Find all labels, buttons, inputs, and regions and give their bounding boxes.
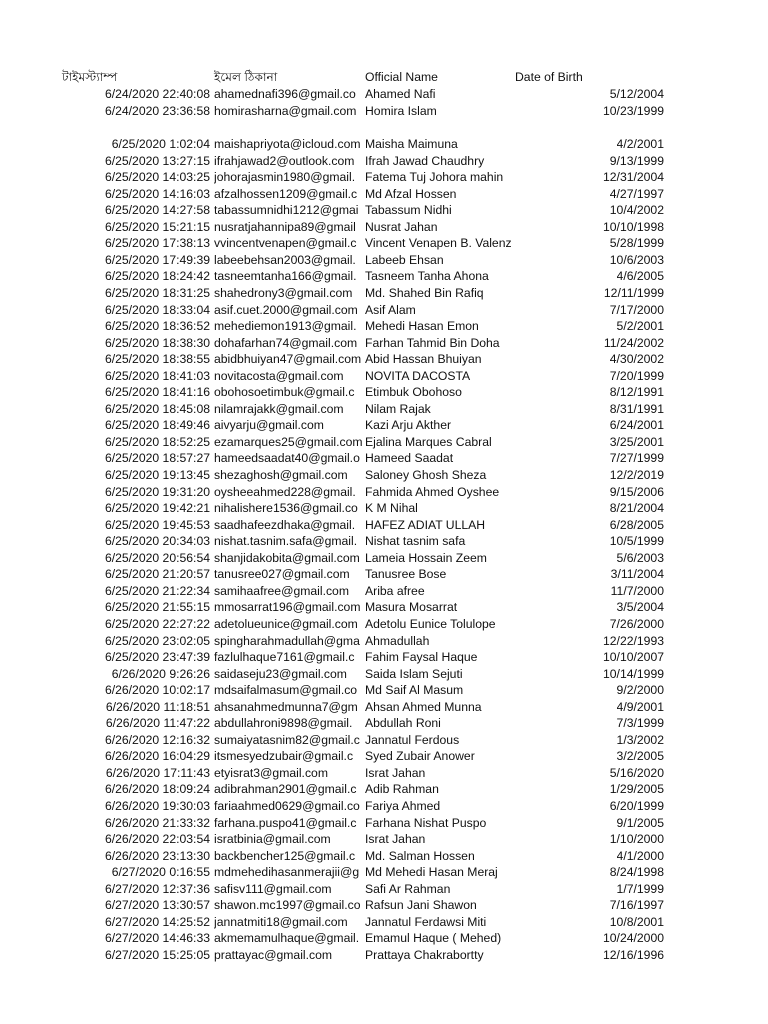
table-row bbox=[0, 136, 768, 153]
timestamp-cell: 6/24/2020 22:40:08 bbox=[104, 87, 210, 101]
name-cell: Adib Rahman bbox=[365, 782, 439, 797]
email-cell: etyisrat3@gmail.com bbox=[214, 765, 328, 780]
email-cell: ahamednafi396@gmail.co bbox=[214, 87, 356, 101]
header-official-name: Official Name bbox=[365, 70, 438, 84]
table-row bbox=[0, 86, 768, 103]
table-row bbox=[0, 947, 768, 964]
dob-cell: 9/13/1999 bbox=[609, 153, 664, 168]
name-cell: Farhana Nishat Puspo bbox=[365, 815, 487, 830]
name-cell: Ejalina Marques Cabral bbox=[365, 434, 492, 449]
email-cell: fazlulhaque7161@gmail.c bbox=[214, 650, 355, 665]
table-row bbox=[0, 153, 768, 170]
name-cell: Lameia Hossain Zeem bbox=[365, 550, 487, 565]
email-cell: backbencher125@gmail.c bbox=[214, 848, 356, 863]
table-row bbox=[0, 434, 768, 451]
timestamp-cell: 6/26/2020 12:16:32 bbox=[104, 732, 210, 747]
timestamp-cell: 6/27/2020 14:25:52 bbox=[104, 914, 210, 929]
name-cell: Ariba afree bbox=[365, 583, 425, 598]
dob-cell: 12/16/1996 bbox=[603, 947, 664, 962]
timestamp-cell: 6/25/2020 18:41:16 bbox=[104, 385, 210, 400]
email-cell: ezamarques25@gmail.com bbox=[214, 434, 363, 449]
name-cell: Maisha Maimuna bbox=[365, 137, 458, 152]
email-cell: hameedsaadat40@gmail.o bbox=[214, 451, 360, 466]
dob-cell: 10/14/1999 bbox=[603, 666, 664, 681]
table-row bbox=[0, 633, 768, 650]
email-cell: safisv111@gmail.com bbox=[214, 881, 332, 896]
email-cell: novitacosta@gmail.com bbox=[214, 368, 344, 383]
table-row bbox=[0, 798, 768, 815]
timestamp-cell: 6/25/2020 23:02:05 bbox=[104, 633, 210, 648]
timestamp-cell: 6/27/2020 13:30:57 bbox=[104, 898, 210, 913]
table-row bbox=[0, 285, 768, 302]
name-cell: Nishat tasnim safa bbox=[365, 534, 466, 549]
email-cell: abidbhuiyan47@gmail.com bbox=[214, 352, 362, 367]
email-cell: adetolueunice@gmail.com bbox=[214, 616, 358, 631]
timestamp-cell: 6/25/2020 21:20:57 bbox=[104, 567, 210, 582]
name-cell: Abdullah Roni bbox=[365, 716, 441, 731]
dob-cell: 6/24/2001 bbox=[609, 418, 664, 433]
table-row bbox=[0, 566, 768, 583]
email-cell: aivyarju@gmail.com bbox=[214, 418, 324, 433]
timestamp-cell: 6/25/2020 18:38:30 bbox=[104, 335, 210, 350]
name-cell: HAFEZ ADIAT ULLAH bbox=[365, 517, 486, 532]
dob-cell: 12/11/1999 bbox=[603, 286, 664, 301]
email-cell: jannatmiti18@gmail.com bbox=[214, 914, 348, 929]
dob-cell: 1/3/2002 bbox=[616, 732, 664, 747]
table-row bbox=[0, 467, 768, 484]
dob-cell: 12/31/2004 bbox=[603, 170, 664, 185]
name-cell: Ahamed Nafi bbox=[365, 87, 436, 101]
timestamp-cell: 6/25/2020 18:38:55 bbox=[104, 352, 210, 367]
name-cell: Etimbuk Obohoso bbox=[365, 385, 462, 400]
email-cell: maishapriyota@icloud.com bbox=[214, 137, 361, 152]
email-cell: mmosarrat196@gmail.com bbox=[214, 600, 361, 615]
name-cell: Ahsan Ahmed Munna bbox=[365, 699, 482, 714]
name-cell: Israt Jahan bbox=[365, 832, 426, 847]
dob-cell: 10/24/2000 bbox=[603, 931, 664, 946]
table-row bbox=[0, 765, 768, 782]
timestamp-cell: 6/24/2020 23:36:58 bbox=[104, 103, 210, 118]
timestamp-cell: 6/25/2020 20:34:03 bbox=[104, 534, 210, 549]
email-cell: obohosoetimbuk@gmail.c bbox=[214, 385, 355, 400]
timestamp-cell: 6/25/2020 18:36:52 bbox=[104, 319, 210, 334]
timestamp-cell: 6/26/2020 16:04:29 bbox=[104, 749, 210, 764]
table-row bbox=[0, 318, 768, 335]
email-cell: oysheeahmed228@gmail. bbox=[214, 484, 356, 499]
timestamp-cell: 6/25/2020 18:52:25 bbox=[104, 434, 210, 449]
timestamp-cell: 6/25/2020 19:45:53 bbox=[104, 517, 210, 532]
email-cell: homirasharna@gmail.com bbox=[214, 103, 357, 118]
timestamp-cell: 6/26/2020 11:47:22 bbox=[105, 716, 210, 731]
timestamp-cell: 6/27/2020 14:46:33 bbox=[104, 931, 210, 946]
timestamp-cell: 6/26/2020 18:09:24 bbox=[104, 782, 210, 797]
timestamp-cell: 6/27/2020 15:25:05 bbox=[104, 947, 210, 962]
timestamp-cell: 6/25/2020 19:42:21 bbox=[104, 501, 210, 516]
table-row bbox=[0, 302, 768, 319]
email-cell: tasneemtanha166@gmail. bbox=[214, 269, 357, 284]
data-rows bbox=[0, 86, 768, 963]
timestamp-cell: 6/25/2020 21:22:34 bbox=[104, 583, 210, 598]
dob-cell: 6/20/1999 bbox=[609, 798, 664, 813]
table-row bbox=[0, 748, 768, 765]
dob-cell: 5/2/2001 bbox=[616, 319, 664, 334]
table-row bbox=[0, 699, 768, 716]
table-row bbox=[0, 235, 768, 252]
email-cell: abdullahroni9898@gmail. bbox=[214, 716, 353, 731]
dob-cell: 11/7/2000 bbox=[610, 583, 664, 598]
name-cell: Jannatul Ferdawsi Miti bbox=[365, 914, 487, 929]
timestamp-cell: 6/26/2020 22:03:54 bbox=[104, 832, 210, 847]
dob-cell: 4/1/2000 bbox=[616, 848, 664, 863]
email-cell: samihaafree@gmail.com bbox=[214, 583, 349, 598]
email-cell: saadhafeezdhaka@gmail. bbox=[214, 517, 356, 532]
dob-cell: 10/6/2003 bbox=[609, 252, 664, 267]
dob-cell: 8/31/1991 bbox=[609, 401, 664, 416]
table-row bbox=[0, 252, 768, 269]
dob-cell: 12/22/1993 bbox=[603, 633, 664, 648]
email-cell: mehediemon1913@gmail. bbox=[214, 319, 357, 334]
table-row bbox=[0, 732, 768, 749]
email-cell: afzalhossen1209@gmail.c bbox=[214, 186, 358, 201]
timestamp-cell: 6/25/2020 18:45:08 bbox=[104, 401, 210, 416]
dob-cell: 12/2/2019 bbox=[609, 468, 664, 483]
dob-cell: 1/10/2000 bbox=[609, 832, 664, 847]
name-cell: Fatema Tuj Johora mahin bbox=[365, 170, 504, 185]
timestamp-cell: 6/26/2020 9:26:26 bbox=[111, 666, 210, 681]
dob-cell: 9/1/2005 bbox=[616, 815, 664, 830]
timestamp-cell: 6/26/2020 21:33:32 bbox=[104, 815, 210, 830]
email-cell: nishat.tasnim.safa@gmail. bbox=[214, 534, 358, 549]
email-cell: ifrahjawad2@outlook.com bbox=[214, 153, 355, 168]
dob-cell: 9/15/2006 bbox=[609, 484, 664, 499]
name-cell: Nusrat Jahan bbox=[365, 219, 438, 234]
name-cell: Fahmida Ahmed Oyshee bbox=[365, 484, 500, 499]
dob-cell: 1/7/1999 bbox=[616, 881, 664, 896]
dob-cell: 11/24/2002 bbox=[603, 335, 664, 350]
timestamp-cell: 6/25/2020 14:16:03 bbox=[104, 186, 210, 201]
dob-cell: 7/17/2000 bbox=[609, 302, 664, 317]
timestamp-cell: 6/26/2020 17:11:43 bbox=[105, 765, 210, 780]
timestamp-cell: 6/25/2020 17:38:13 bbox=[104, 236, 210, 251]
table-row bbox=[0, 831, 768, 848]
email-cell: nusratjahannipa89@gmail bbox=[214, 219, 356, 234]
timestamp-cell: 6/25/2020 18:33:04 bbox=[104, 302, 210, 317]
timestamp-cell: 6/25/2020 18:24:42 bbox=[104, 269, 210, 284]
timestamp-cell: 6/26/2020 11:18:51 bbox=[105, 699, 210, 714]
email-cell: labeebehsan2003@gmail. bbox=[214, 252, 356, 267]
table-row bbox=[0, 500, 768, 517]
table-row bbox=[0, 450, 768, 467]
name-cell: NOVITA DACOSTA bbox=[365, 368, 471, 383]
name-cell: Prattaya Chakrabortty bbox=[365, 947, 484, 962]
table-row bbox=[0, 914, 768, 931]
dob-cell: 7/16/1997 bbox=[609, 898, 664, 913]
email-cell: akmemamulhaque@gmail. bbox=[214, 931, 360, 946]
table-row bbox=[0, 186, 768, 203]
name-cell: Vincent Venapen B. Valenz bbox=[365, 236, 512, 251]
timestamp-cell: 6/25/2020 18:49:46 bbox=[104, 418, 210, 433]
table-row bbox=[0, 815, 768, 832]
dob-cell: 7/3/1999 bbox=[616, 716, 664, 731]
timestamp-cell: 6/25/2020 18:57:27 bbox=[104, 451, 210, 466]
dob-cell: 10/4/2002 bbox=[609, 203, 664, 218]
email-cell: ahsanahmedmunna7@gm bbox=[214, 699, 358, 714]
dob-cell: 3/11/2004 bbox=[610, 567, 664, 582]
name-cell: Jannatul Ferdous bbox=[365, 732, 460, 747]
table-row bbox=[0, 583, 768, 600]
name-cell: Abid Hassan Bhuiyan bbox=[365, 352, 482, 367]
name-cell: Israt Jahan bbox=[365, 765, 426, 780]
name-cell: Md Saif Al Masum bbox=[365, 683, 464, 698]
email-cell: farhana.puspo41@gmail.c bbox=[214, 815, 357, 830]
table-row bbox=[0, 930, 768, 947]
table-row bbox=[0, 384, 768, 401]
name-cell: Md. Shahed Bin Rafiq bbox=[365, 286, 484, 301]
timestamp-cell: 6/26/2020 10:02:17 bbox=[104, 683, 210, 698]
timestamp-cell: 6/25/2020 18:31:25 bbox=[104, 286, 210, 301]
table-row bbox=[0, 517, 768, 534]
table-row bbox=[0, 649, 768, 666]
table-row bbox=[0, 599, 768, 616]
dob-cell: 1/29/2005 bbox=[609, 782, 664, 797]
table-row bbox=[0, 666, 768, 683]
email-cell: shawon.mc1997@gmail.co bbox=[214, 898, 361, 913]
email-cell: prattayac@gmail.com bbox=[214, 947, 333, 962]
email-cell: tabassumnidhi1212@gmai bbox=[214, 203, 359, 218]
name-cell: Fahim Faysal Haque bbox=[365, 650, 478, 665]
email-cell: vvincentvenapen@gmail.c bbox=[214, 236, 357, 251]
dob-cell: 3/25/2001 bbox=[609, 434, 664, 449]
name-cell: Tanusree Bose bbox=[365, 567, 447, 582]
name-cell: Ifrah Jawad Chaudhry bbox=[365, 153, 485, 168]
table-row bbox=[0, 351, 768, 368]
table-row bbox=[0, 550, 768, 567]
name-cell: Saloney Ghosh Sheza bbox=[365, 468, 487, 483]
email-cell: nilamrajakk@gmail.com bbox=[214, 401, 344, 416]
name-cell: Rafsun Jani Shawon bbox=[365, 898, 477, 913]
dob-cell: 9/2/2000 bbox=[616, 683, 664, 698]
timestamp-cell: 6/25/2020 14:27:58 bbox=[104, 203, 210, 218]
email-cell: shanjidakobita@gmail.com bbox=[214, 550, 360, 565]
dob-cell: 4/6/2005 bbox=[616, 269, 664, 284]
timestamp-cell: 6/25/2020 20:56:54 bbox=[104, 550, 210, 565]
timestamp-cell: 6/25/2020 1:02:04 bbox=[111, 137, 210, 152]
dob-cell: 7/20/1999 bbox=[609, 368, 664, 383]
header-date-of-birth: Date of Birth bbox=[515, 70, 583, 84]
header-row bbox=[0, 69, 768, 85]
timestamp-cell: 6/27/2020 0:16:55 bbox=[111, 865, 210, 880]
email-cell: itsmesyedzubair@gmail.c bbox=[214, 749, 354, 764]
table-row bbox=[0, 268, 768, 285]
table-row bbox=[0, 715, 768, 732]
dob-cell: 5/16/2020 bbox=[609, 765, 664, 780]
name-cell: Hameed Saadat bbox=[365, 451, 454, 466]
name-cell: Safi Ar Rahman bbox=[365, 881, 451, 896]
timestamp-cell: 6/26/2020 19:30:03 bbox=[104, 798, 210, 813]
table-row bbox=[0, 103, 768, 120]
dob-cell: 10/23/1999 bbox=[603, 103, 664, 118]
header-email: ইমেল ঠিকানা bbox=[214, 70, 278, 84]
email-cell: saidaseju23@gmail.com bbox=[214, 666, 347, 681]
dob-cell: 7/26/2000 bbox=[609, 616, 664, 631]
email-cell: shezaghosh@gmail.com bbox=[214, 468, 348, 483]
email-cell: johorajasmin1980@gmail. bbox=[214, 170, 356, 185]
timestamp-cell: 6/26/2020 23:13:30 bbox=[104, 848, 210, 863]
timestamp-cell: 6/27/2020 12:37:36 bbox=[104, 881, 210, 896]
name-cell: Tabassum Nidhi bbox=[365, 203, 452, 218]
name-cell: K M Nihal bbox=[365, 501, 418, 516]
table-row bbox=[0, 533, 768, 550]
table-row bbox=[0, 616, 768, 633]
dob-cell: 10/5/1999 bbox=[609, 534, 664, 549]
timestamp-cell: 6/25/2020 22:27:22 bbox=[104, 616, 210, 631]
dob-cell: 10/8/2001 bbox=[609, 914, 664, 929]
name-cell: Farhan Tahmid Bin Doha bbox=[365, 335, 500, 350]
name-cell: Md Mehedi Hasan Meraj bbox=[365, 865, 498, 880]
name-cell: Asif Alam bbox=[365, 302, 416, 317]
timestamp-cell: 6/25/2020 14:03:25 bbox=[104, 170, 210, 185]
dob-cell: 10/10/1998 bbox=[603, 219, 664, 234]
email-cell: nihalishere1536@gmail.co bbox=[214, 501, 358, 516]
dob-cell: 8/24/1998 bbox=[609, 865, 664, 880]
dob-cell: 4/27/1997 bbox=[609, 186, 664, 201]
dob-cell: 5/28/1999 bbox=[609, 236, 664, 251]
table-row bbox=[0, 417, 768, 434]
name-cell: Saida Islam Sejuti bbox=[365, 666, 463, 681]
dob-cell: 4/30/2002 bbox=[609, 352, 664, 367]
email-cell: mdmehedihasanmerajii@g bbox=[214, 865, 360, 880]
table-row bbox=[0, 484, 768, 501]
dob-cell: 4/9/2001 bbox=[616, 699, 664, 714]
timestamp-cell: 6/25/2020 17:49:39 bbox=[104, 252, 210, 267]
name-cell: Tasneem Tanha Ahona bbox=[365, 269, 489, 284]
name-cell: Syed Zubair Anower bbox=[365, 749, 475, 764]
dob-cell: 3/5/2004 bbox=[616, 600, 664, 615]
timestamp-cell: 6/25/2020 13:27:15 bbox=[104, 153, 210, 168]
table-row bbox=[0, 219, 768, 236]
email-cell: asif.cuet.2000@gmail.com bbox=[214, 302, 358, 317]
timestamp-cell: 6/25/2020 19:13:45 bbox=[104, 468, 210, 483]
name-cell: Labeeb Ehsan bbox=[365, 252, 444, 267]
timestamp-cell: 6/25/2020 18:41:03 bbox=[104, 368, 210, 383]
email-cell: fariaahmed0629@gmail.co bbox=[214, 798, 360, 813]
email-cell: dohafarhan74@gmail.com bbox=[214, 335, 358, 350]
header-timestamp: টাইমস্ট্যাম্প bbox=[62, 70, 118, 84]
name-cell: Adetolu Eunice Tolulope bbox=[365, 616, 496, 631]
timestamp-cell: 6/25/2020 19:31:20 bbox=[104, 484, 210, 499]
table-row bbox=[0, 897, 768, 914]
email-cell: mdsaifalmasum@gmail.co bbox=[214, 683, 358, 698]
dob-cell: 6/28/2005 bbox=[609, 517, 664, 532]
dob-cell: 3/2/2005 bbox=[616, 749, 664, 764]
table-row bbox=[0, 848, 768, 865]
email-cell: isratbinia@gmail.com bbox=[214, 832, 331, 847]
timestamp-cell: 6/25/2020 21:55:15 bbox=[104, 600, 210, 615]
table-row bbox=[0, 401, 768, 418]
table-row bbox=[0, 335, 768, 352]
name-cell: Emamul Haque ( Mehed) bbox=[365, 931, 502, 946]
name-cell: Masura Mosarrat bbox=[365, 600, 458, 615]
name-cell: Md Afzal Hossen bbox=[365, 186, 457, 201]
email-cell: spingharahmadullah@gma bbox=[214, 633, 360, 648]
table-row bbox=[0, 682, 768, 699]
email-cell: tanusree027@gmail.com bbox=[214, 567, 350, 582]
timestamp-cell: 6/25/2020 15:21:15 bbox=[104, 219, 210, 234]
table-row bbox=[0, 202, 768, 219]
dob-cell: 5/6/2003 bbox=[616, 550, 664, 565]
dob-cell: 7/27/1999 bbox=[609, 451, 664, 466]
dob-cell: 8/21/2004 bbox=[609, 501, 664, 516]
name-cell: Mehedi Hasan Emon bbox=[365, 319, 479, 334]
dob-cell: 4/2/2001 bbox=[616, 137, 664, 152]
name-cell: Md. Salman Hossen bbox=[365, 848, 475, 863]
name-cell: Ahmadullah bbox=[365, 633, 430, 648]
table-row bbox=[0, 368, 768, 385]
email-cell: shahedrony3@gmail.com bbox=[214, 286, 353, 301]
email-cell: adibrahman2901@gmail.c bbox=[214, 782, 357, 797]
timestamp-cell: 6/25/2020 23:47:39 bbox=[104, 650, 210, 665]
table-row bbox=[0, 881, 768, 898]
name-cell: Kazi Arju Akther bbox=[365, 418, 452, 433]
dob-cell: 10/10/2007 bbox=[603, 650, 664, 665]
table-row bbox=[0, 781, 768, 798]
email-cell: sumaiyatasnim82@gmail.c bbox=[214, 732, 360, 747]
name-cell: Nilam Rajak bbox=[365, 401, 431, 416]
dob-cell: 5/12/2004 bbox=[609, 87, 664, 101]
dob-cell: 8/12/1991 bbox=[609, 385, 664, 400]
table-row bbox=[0, 169, 768, 186]
name-cell: Fariya Ahmed bbox=[365, 798, 441, 813]
table-row bbox=[0, 864, 768, 881]
name-cell: Homira Islam bbox=[365, 103, 437, 118]
